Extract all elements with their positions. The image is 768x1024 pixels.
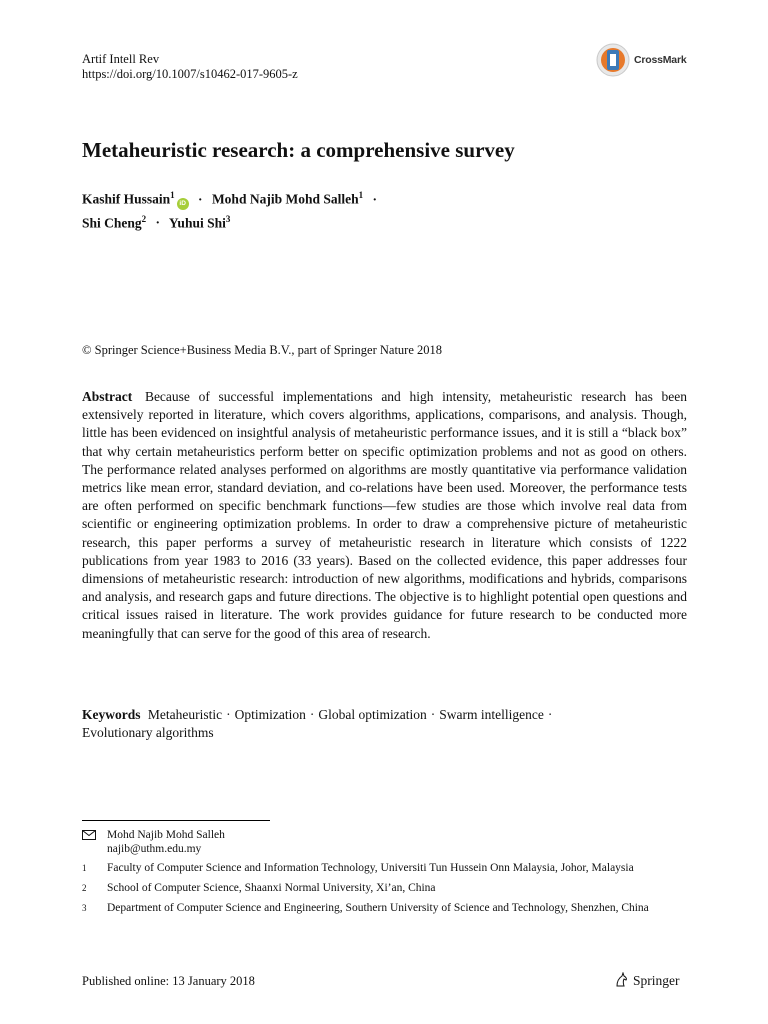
author-separator: · bbox=[198, 191, 203, 207]
corresponding-author-name: Mohd Najib Mohd Salleh bbox=[107, 829, 225, 841]
footnote-divider bbox=[82, 820, 270, 821]
keyword: Evolutionary algorithms bbox=[82, 725, 214, 740]
crossmark-label: CrossMark bbox=[634, 54, 687, 66]
affiliation-mark: 1 bbox=[82, 863, 87, 873]
keyword: Metaheuristic bbox=[147, 707, 223, 722]
publisher-name: Springer bbox=[633, 973, 680, 988]
author-name[interactable]: Yuhui Shi bbox=[168, 215, 226, 230]
abstract-label: Abstract bbox=[82, 389, 133, 404]
corresponding-author-note bbox=[82, 828, 687, 856]
affiliation-mark: 3 bbox=[82, 903, 87, 913]
keywords-section bbox=[82, 706, 687, 742]
journal-header bbox=[82, 52, 298, 82]
author-separator: · bbox=[155, 215, 161, 230]
keyword-separator: · bbox=[430, 707, 436, 722]
keywords-label: Keywords bbox=[82, 707, 141, 722]
orcid-icon[interactable]: iD bbox=[177, 198, 189, 210]
copyright-notice: © Springer Science+Business Media B.V., part of Springer Nature 2018 bbox=[82, 343, 443, 357]
keyword: Optimization bbox=[234, 707, 306, 722]
affiliation-text: School of Computer Science, Shaanxi Normal University, Xi’an, China bbox=[107, 882, 436, 894]
author-name[interactable]: Kashif Hussain bbox=[82, 191, 171, 207]
author-affiliation-mark: 2 bbox=[141, 213, 147, 224]
affiliation-mark: 2 bbox=[82, 883, 87, 893]
author-line-2 bbox=[82, 210, 383, 233]
keyword-separator: · bbox=[309, 707, 315, 722]
crossmark-badge[interactable] bbox=[596, 42, 688, 82]
springer-horse-icon bbox=[614, 972, 630, 988]
envelope-icon bbox=[82, 830, 96, 840]
footnotes bbox=[82, 828, 687, 921]
author-separator: · bbox=[372, 191, 377, 207]
publisher-logo bbox=[614, 972, 680, 989]
author-name[interactable]: Mohd Najib Mohd Salleh bbox=[211, 191, 359, 207]
author-name[interactable]: Shi Cheng bbox=[82, 215, 142, 230]
abstract-text: Because of successful implementations and high intensity, metaheuristic research has been extensively reported in literature, which covers algorithms, applications, comparisons, and analysis. Though, little has been evidenced on insightful analysis of metaheuristic performance issues, and it is still a “black box” that why certain metaheuristics perform better on specific optimization problems and not as good on others. The performance related analyses performed on algorithms are mostly quantitative via performance validation metrics like mean error, standard deviation, and co-relations have been used. Moreover, the performance tests are often performed on specific benchmark functions—few studies are those which involve real data from scientific or engineering optimization problems. In order to draw a comprehensive picture of metaheuristic research, this paper performs a survey of metaheuristic research in literature which consists of 1222 publications from year 1983 to 2016 (33 years). Based on the collected evidence, this paper addresses four dimensions of metaheuristic research: introduction of new algorithms, modifications and hybrids, comparisons and analysis, and research gaps and future directions. The objective is to highlight potential open questions and critical issues raised in literature. The work provides guidance for future research to be conducted more meaningfully that can serve for the good of this area of research. bbox=[82, 389, 688, 641]
keyword-separator: · bbox=[547, 707, 553, 722]
affiliation-note bbox=[82, 881, 687, 895]
journal-name: Artif Intell Rev bbox=[82, 52, 160, 66]
author-affiliation-mark: 1 bbox=[170, 190, 175, 200]
keyword: Swarm intelligence bbox=[439, 707, 544, 722]
affiliation-note bbox=[82, 901, 687, 915]
crossmark-icon bbox=[596, 42, 630, 80]
doi-link[interactable]: https://doi.org/10.1007/s10462-017-9605-z bbox=[82, 67, 298, 81]
abstract-section bbox=[82, 388, 687, 643]
affiliation-text: Faculty of Computer Science and Information Technology, Universiti Tun Hussein Onn Malaysia, Johor, Malaysia bbox=[107, 862, 634, 874]
keyword: Global optimization bbox=[318, 707, 427, 722]
corresponding-author-email[interactable]: najib@uthm.edu.my bbox=[107, 843, 202, 855]
paper-title: Metaheuristic research: a comprehensive survey bbox=[82, 138, 515, 162]
author-affiliation-mark: 1 bbox=[358, 190, 364, 200]
published-date: Published online: 13 January 2018 bbox=[82, 974, 255, 988]
author-line-1 bbox=[82, 186, 383, 210]
affiliation-text: Department of Computer Science and Engineering, Southern University of Science and Technology, Shenzhen, China bbox=[107, 902, 649, 914]
keyword-separator: · bbox=[226, 707, 231, 722]
author-affiliation-mark: 3 bbox=[225, 213, 231, 224]
author-list bbox=[82, 186, 383, 232]
affiliation-note bbox=[82, 861, 687, 875]
